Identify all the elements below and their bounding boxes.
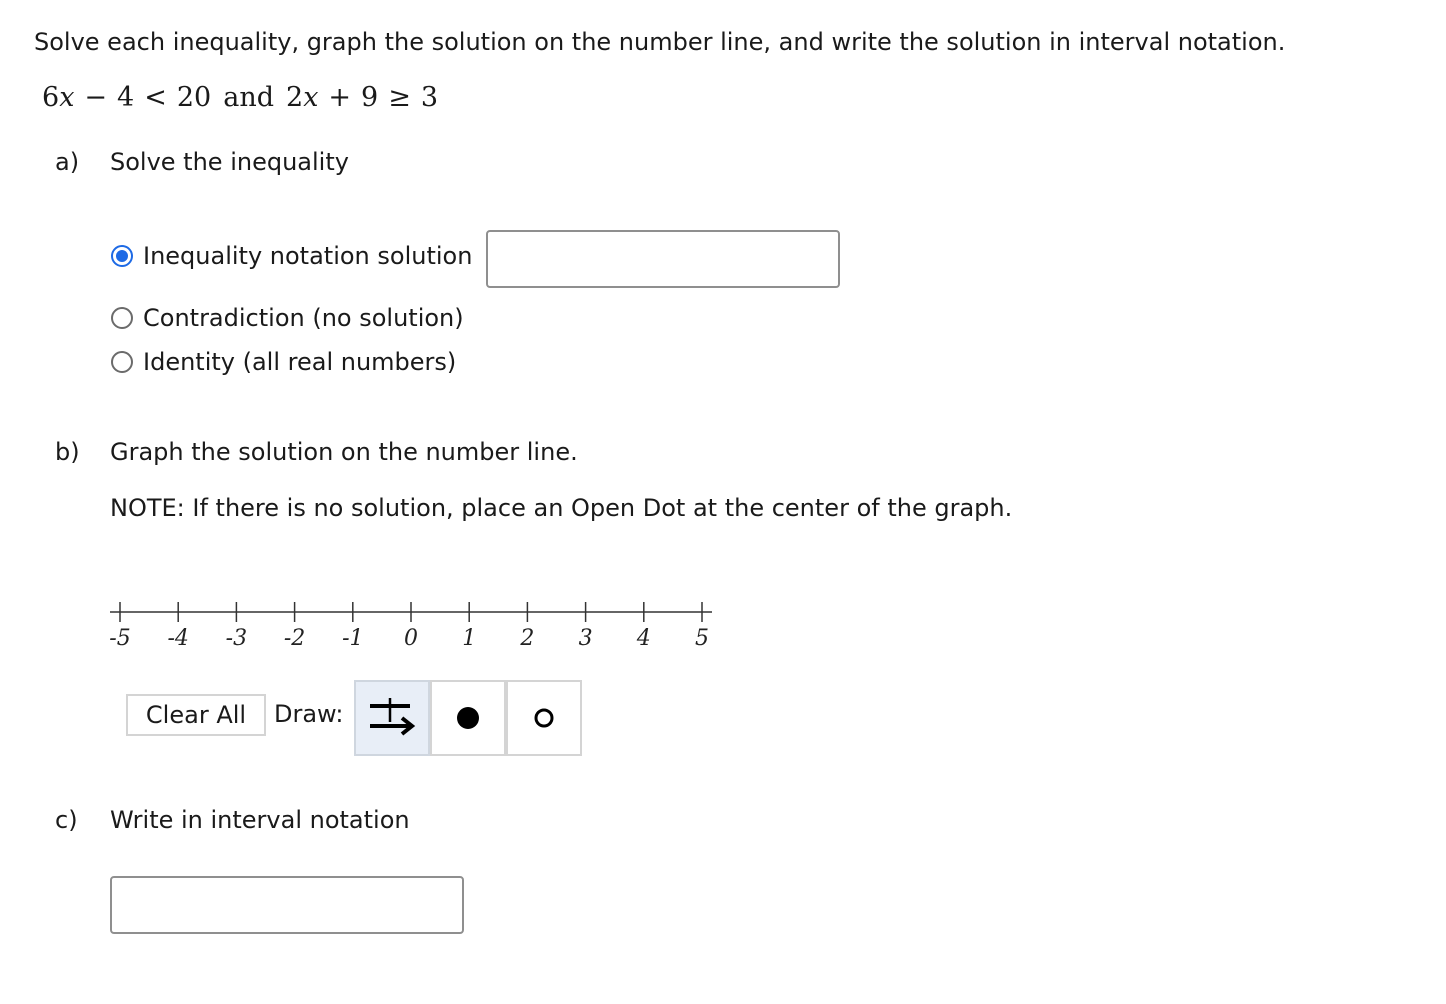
tick-label: -3 [225,626,248,651]
part-b-letter: b) [55,438,80,466]
part-c-letter: c) [55,806,78,834]
part-b-note: NOTE: If there is no solution, place an Open Dot at the center of the graph. [110,494,1013,522]
problem-statement [42,82,438,113]
open-dot-tool-icon [529,703,559,733]
p2-rel: ≥ [388,82,411,113]
p1-coef: 6 [42,82,60,113]
p2-plus: + [328,82,352,113]
p2-c1: 9 [361,82,379,113]
p2-c2: 3 [420,82,439,113]
p1-c1: 4 [117,82,135,113]
tick-label: 5 [695,626,709,651]
open-dot-tool-button[interactable] [506,680,582,756]
closed-dot-tool-button[interactable] [430,680,506,756]
radio-identity[interactable] [111,351,133,373]
instructions: Solve each inequality, graph the solution on the number line, and write the solution in interval notation. [34,28,1286,56]
option-identity-label: Identity (all real numbers) [143,348,457,376]
ray-tool-button[interactable] [354,680,430,756]
tick-label: -2 [283,626,306,651]
number-line[interactable] [100,596,720,626]
tick-label: 2 [520,626,535,651]
option-identity[interactable] [111,348,456,376]
p1-minus: − [84,82,108,113]
tick-label: -1 [342,626,364,651]
part-a-letter: a) [55,148,80,176]
inequality-solution-input[interactable] [486,230,840,288]
part-a-title: Solve the inequality [110,148,349,176]
part-c-title: Write in interval notation [110,806,410,834]
p1-rel: < [144,82,167,113]
p2-var: x [303,82,319,113]
tick-label: 3 [578,626,593,651]
option-contradiction-label: Contradiction (no solution) [143,304,464,332]
tick-label: -5 [109,626,131,651]
clear-all-button[interactable]: Clear All [126,694,266,736]
radio-inequality[interactable] [111,245,133,267]
draw-label: Draw: [274,700,344,728]
radio-contradiction[interactable] [111,307,133,329]
option-contradiction[interactable] [111,304,464,332]
tick-label: 0 [404,626,418,651]
tick-label: 1 [462,626,477,651]
interval-notation-input[interactable] [110,876,464,934]
option-inequality[interactable] [111,242,472,270]
joiner: and [223,82,274,113]
tick-label: -4 [167,626,189,651]
p2-coef: 2 [286,82,304,113]
p1-var: x [59,82,75,113]
part-b-title: Graph the solution on the number line. [110,438,578,466]
tick-label: 4 [636,626,651,651]
closed-dot-tool-icon [453,703,483,733]
option-inequality-label: Inequality notation solution [143,242,473,270]
ray-tool-icon [362,688,422,748]
p1-c2: 20 [176,82,212,113]
